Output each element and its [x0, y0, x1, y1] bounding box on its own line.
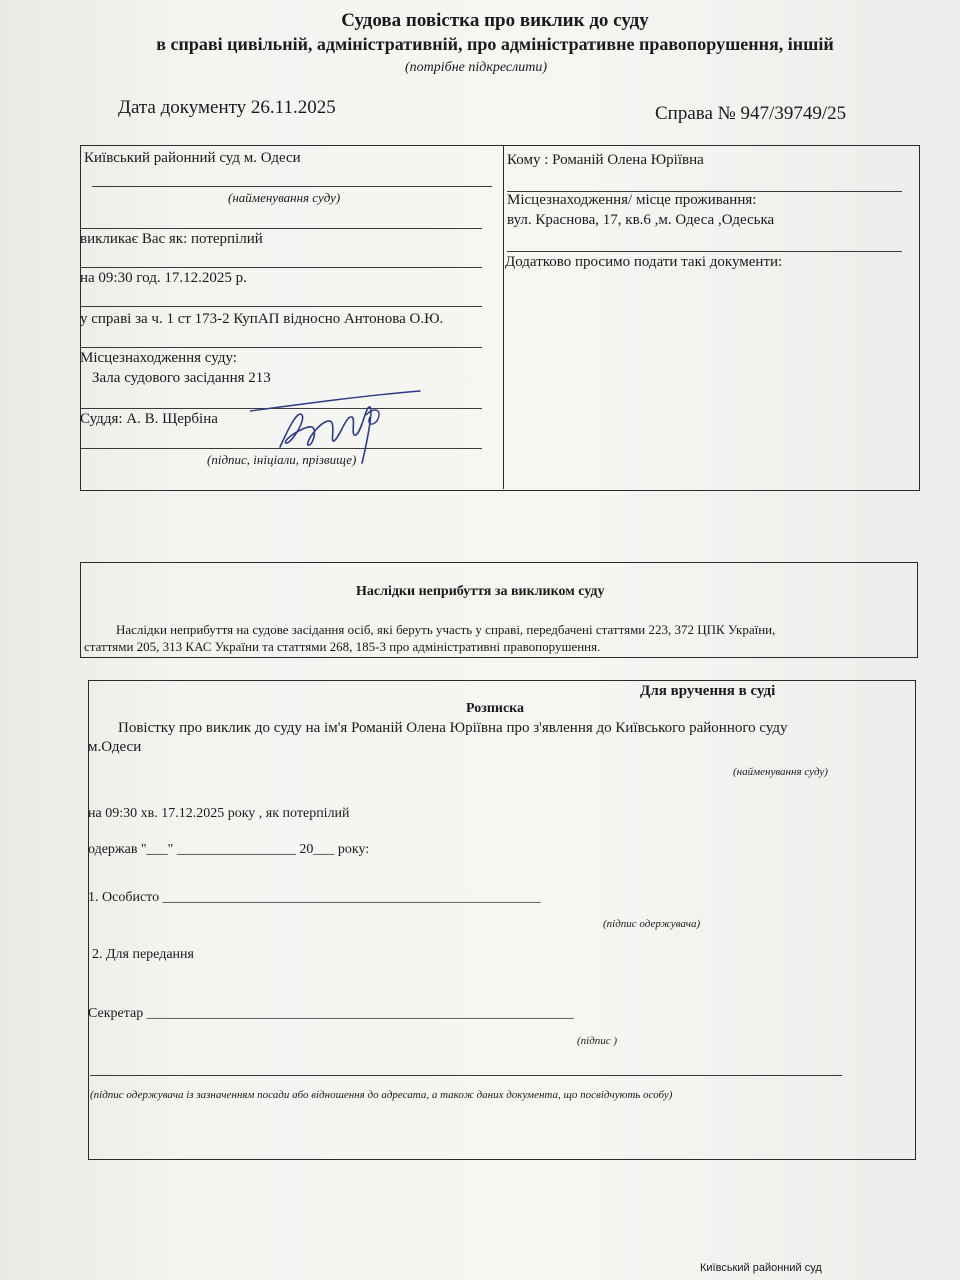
sign-caption: (підпис, ініціали, прізвище)	[207, 452, 357, 467]
document-date: Дата документу 26.11.2025	[118, 97, 336, 118]
transfer-label: 2. Для передання	[92, 947, 194, 962]
underline-note: (потрібне підкреслити)	[405, 60, 548, 75]
court-underline	[92, 186, 492, 187]
documents-request: Додатково просимо подати такі документи:	[505, 254, 783, 270]
receipt-time: на 09:30 хв. 17.12.2025 року , як потерпілий	[88, 806, 350, 821]
for-court-label: Для вручення в суді	[640, 683, 776, 699]
case-description: у справі за ч. 1 ст 173-2 КупАП відносно Антонова О.Ю.	[80, 311, 444, 327]
recipient-caption: (підпис одержувача)	[603, 918, 701, 930]
recipient-name: Кому : Романій Олена Юріївна	[507, 152, 704, 168]
hearing-time: на 09:30 год. 17.12.2025 р.	[80, 270, 247, 286]
document-title: Судова повістка про виклик до суду	[341, 10, 649, 31]
stamp-text: Київський районний суд	[700, 1262, 822, 1274]
personal-signature: 1. Особисто ______________________________________________________	[88, 890, 541, 905]
secretary-caption: (підпис )	[577, 1035, 618, 1047]
consequences-title: Наслідки неприбуття за викликом суду	[356, 584, 605, 599]
consequences-text-2: статтями 205, 313 КАС України та статтями 268, 185-3 про адміністративні правопорушення.	[84, 639, 601, 654]
footer-caption: (підпис одержувача із зазначенням посади або відношення до адресата, а також даних документа, що посвідчують особу)	[90, 1089, 673, 1101]
document-subtitle: в справі цивільній, адміністративній, про адміністративне правопорушення, іншій	[156, 34, 834, 54]
rule	[80, 347, 482, 348]
rule	[80, 306, 482, 307]
residence-label: Місцезнаходження/ місце проживання:	[507, 192, 757, 208]
receipt-box	[88, 680, 916, 1160]
receipt-court-caption: (найменування суду)	[733, 766, 828, 778]
consequences-text-1: Наслідки неприбуття на судове засідання осіб, які беруть участь у справі, передбачені статтями 223, 372 ЦПК України,	[116, 622, 776, 637]
residence-address: вул. Краснова, 17, кв.6 ,м. Одеса ,Одеська	[507, 212, 775, 228]
court-name: Київський районний суд м. Одеси	[84, 150, 301, 166]
summons-as: викликає Вас як: потерпілий	[80, 231, 263, 247]
rule	[90, 1075, 842, 1076]
secretary-signature: Секретар _____________________________________________________________	[88, 1006, 574, 1021]
column-divider	[503, 145, 504, 489]
rule	[80, 267, 482, 268]
court-location-label: Місцезнаходження суду:	[80, 350, 237, 366]
case-number: Справа № 947/39749/25	[655, 103, 847, 124]
received-date: одержав "___" _________________ 20___ року:	[88, 842, 370, 857]
judge-name: Суддя: А. В. Щербіна	[80, 411, 218, 427]
judge-signature-icon	[250, 385, 430, 465]
rule	[507, 251, 902, 252]
receipt-text-2: м.Одеси	[88, 739, 142, 755]
rule	[80, 228, 482, 229]
court-caption: (найменування суду)	[228, 190, 341, 205]
receipt-title: Розписка	[466, 701, 525, 716]
receipt-text-1: Повістку про виклик до суду на ім'я Романій Олена Юріївна про з'явлення до Київського районного суду	[118, 720, 788, 736]
court-location: Зала судового засідання 213	[92, 370, 271, 386]
